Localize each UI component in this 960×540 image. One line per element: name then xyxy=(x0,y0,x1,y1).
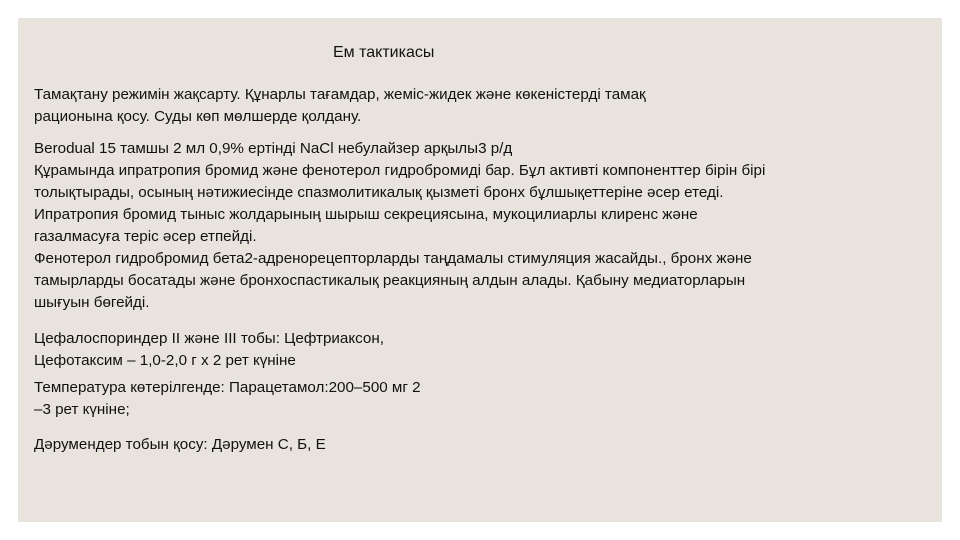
text-line: Құрамында ипратропия бромид және фенотерол гидробромиді бар. Бұл активті компоненттер бірін бірі xyxy=(34,162,766,179)
text-line: Дәрумендер тобын қосу: Дәрумен С, Б, Е xyxy=(34,436,326,453)
text-line: шығуын бөгейді. xyxy=(34,294,150,311)
paragraph-nutrition xyxy=(34,84,924,128)
paragraph-cephalosporins xyxy=(34,328,924,372)
text-line: Ипратропия бромид тыныс жолдарының шырыш секрециясына, мукоцилиарлы клиренс және xyxy=(34,206,698,223)
text-line: толықтырады, осының нәтижиесінде спазмолитикалық қызметі бронх бұлшықеттеріне әсер етеді. xyxy=(34,184,724,201)
slide-title: Ем тактикасы xyxy=(333,44,435,61)
text-line: газалмасуға теріс әсер етпейді. xyxy=(34,228,257,245)
text-line: Цефалоспориндер ІІ және ІІІ тобы: Цефтриаксон, xyxy=(34,330,384,347)
slide xyxy=(18,18,942,522)
paragraph-vitamins xyxy=(34,434,924,456)
text-line: Фенотерол гидробромид бета2-адренорецепторларды таңдамалы стимуляция жасайды., бронх және xyxy=(34,250,752,267)
text-line: Тамақтану режимін жақсарту. Құнарлы тағамдар, жеміс-жидек және көкеністерді тамақ xyxy=(34,86,646,103)
paragraph-paracetamol xyxy=(34,377,924,421)
text-line: –3 рет күніне; xyxy=(34,401,130,418)
text-line: Температура көтерілгенде: Парацетамол:200–500 мг 2 xyxy=(34,379,421,396)
text-line: Berodual 15 тамшы 2 мл 0,9% ертінді NaCl небулайзер арқылы3 р/д xyxy=(34,140,513,157)
text-line: Цефотаксим – 1,0-2,0 г х 2 рет күніне xyxy=(34,352,296,369)
paragraph-berodual xyxy=(34,138,924,314)
text-line: рационына қосу. Суды көп мөлшерде қолдану. xyxy=(34,108,362,125)
text-line: тамырларды босатады және бронхоспастикалық реакцияның алдын алады. Қабыну медиаторларын xyxy=(34,272,746,289)
